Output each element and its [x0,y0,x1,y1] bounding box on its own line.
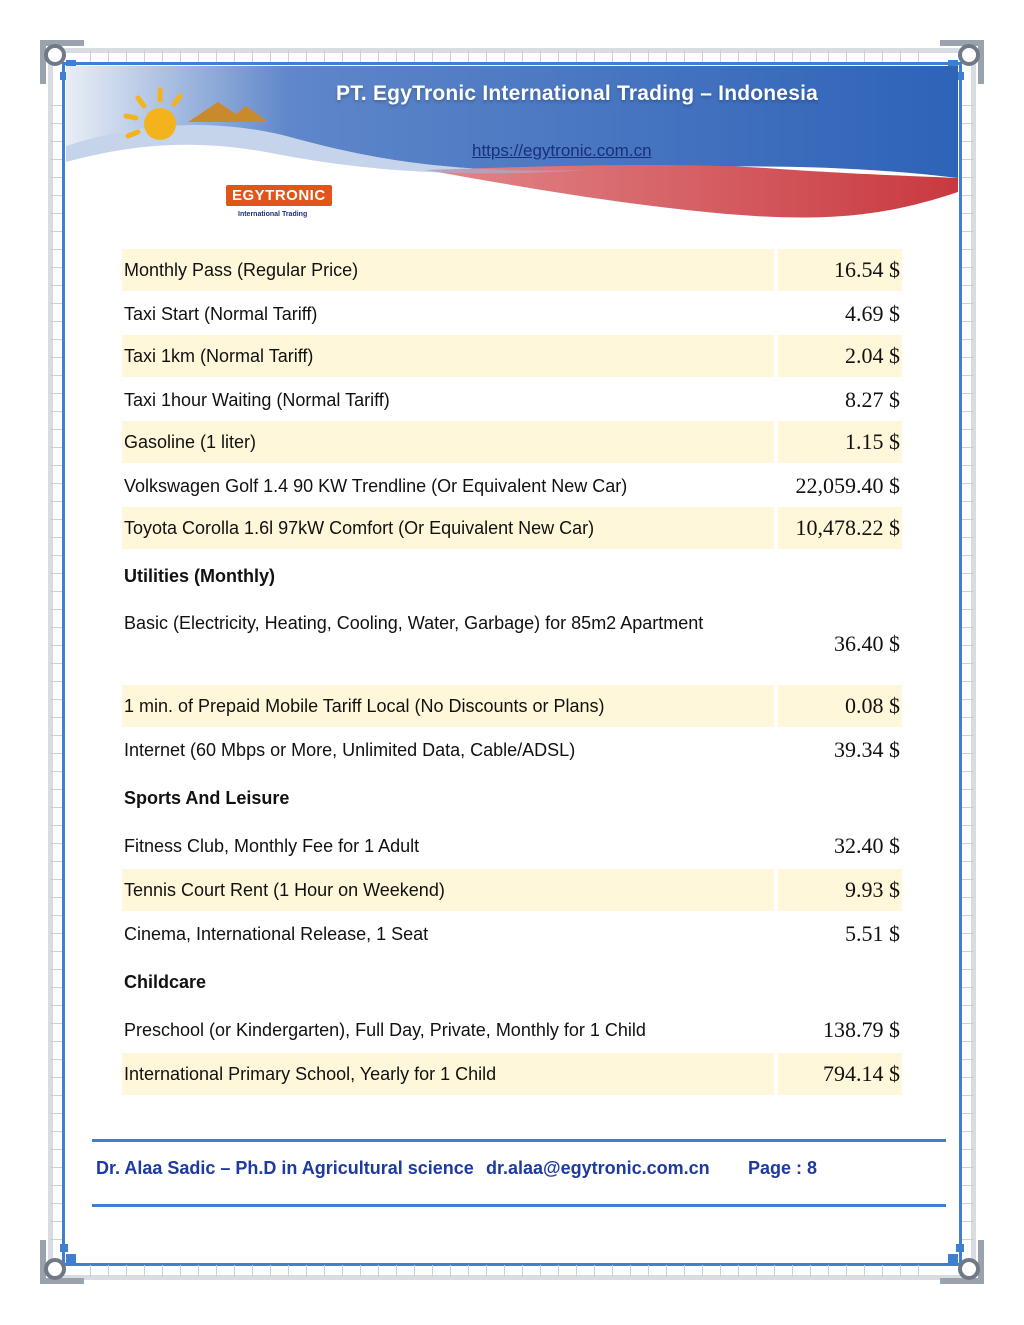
logo-subtitle: International Trading [238,211,308,218]
table-row [122,293,902,335]
border-ruler-bottom [90,1265,934,1277]
row-price: 5.51 $ [845,921,900,946]
row-label: Gasoline (1 liter) [122,421,774,463]
footer-author: Dr. Alaa Sadic – Ph.D in Agricultural science [96,1158,474,1178]
row-label: Toyota Corolla 1.6l 97kW Comfort (Or Equivalent New Car) [122,507,774,549]
table-row [122,729,902,771]
table-row [122,825,902,867]
corner-ornament-bottom-left [40,1240,84,1284]
row-label: Basic (Electricity, Heating, Cooling, Water, Garbage) for 85m2 Apartment [124,613,704,633]
row-label: Monthly Pass (Regular Price) [122,249,774,291]
company-website-link[interactable]: https://egytronic.com.cn [472,141,652,160]
footer-email-link[interactable]: dr.alaa@egytronic.com.cn [486,1158,710,1178]
company-title: PT. EgyTronic International Trading – Indonesia [336,82,818,105]
row-price: 9.93 $ [778,869,902,911]
row-price: 2.04 $ [778,335,902,377]
table-row [122,465,902,507]
row-label: 1 min. of Prepaid Mobile Tariff Local (No Discounts or Plans) [122,685,774,727]
row-label: Volkswagen Golf 1.4 90 KW Trendline (Or Equivalent New Car) [124,476,628,496]
row-label: Taxi 1km (Normal Tariff) [122,335,774,377]
table-row [122,421,902,463]
row-price: 1.15 $ [778,421,902,463]
footer-divider-bottom [92,1204,946,1207]
row-price: 16.54 $ [778,249,902,291]
row-price: 138.79 $ [823,1017,900,1042]
section-heading-sports: Sports And Leisure [124,787,290,808]
table-row [122,685,902,727]
border-ruler-left [50,90,62,1240]
row-price: 8.27 $ [845,387,900,412]
row-label: International Primary School, Yearly for 1 Child [122,1053,774,1095]
row-price: 22,059.40 $ [795,473,900,498]
border-ruler-right [962,90,974,1240]
row-price: 4.69 $ [845,301,900,326]
table-row [122,379,902,421]
table-row [122,1009,902,1051]
row-price: 10,478.22 $ [778,507,902,549]
section-heading-childcare: Childcare [124,971,207,992]
table-row [122,913,902,955]
row-price: 794.14 $ [778,1053,902,1095]
section-heading-utilities: Utilities (Monthly) [124,565,275,586]
cost-table [122,249,902,1095]
company-logo [118,84,278,164]
footer-divider-top [92,1139,946,1142]
table-row [122,869,902,911]
corner-ornament-bottom-right [940,1240,984,1284]
row-label: Taxi Start (Normal Tariff) [124,304,318,324]
row-price: 0.08 $ [778,685,902,727]
table-row [122,1053,902,1095]
footer-page-number: Page : 8 [748,1158,818,1178]
row-label: Cinema, International Release, 1 Seat [124,924,429,944]
row-label: Taxi 1hour Waiting (Normal Tariff) [124,390,390,410]
sun-logo-icon [118,84,278,164]
logo-wordmark: EGYTRONIC [226,185,332,206]
table-row [122,249,902,291]
table-row [122,335,902,377]
row-label: Preschool (or Kindergarten), Full Day, Private, Monthly for 1 Child [124,1020,646,1040]
row-price: 32.40 $ [834,833,900,858]
row-label: Tennis Court Rent (1 Hour on Weekend) [122,869,774,911]
table-row [122,603,902,685]
row-price: 36.40 $ [834,631,900,656]
row-label: Internet (60 Mbps or More, Unlimited Data, Cable/ADSL) [124,740,576,760]
row-label: Fitness Club, Monthly Fee for 1 Adult [124,836,420,856]
row-price: 39.34 $ [834,737,900,762]
border-ruler-top [90,50,934,62]
table-row [122,507,902,549]
